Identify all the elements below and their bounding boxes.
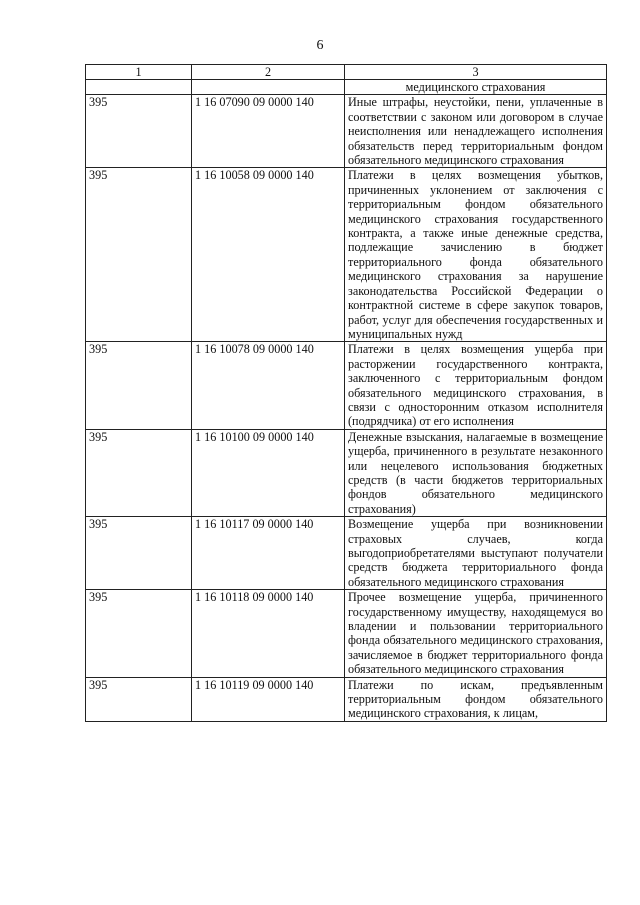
kbk-code: 1 16 07090 09 0000 140: [192, 95, 345, 168]
kbk-code: 1 16 10118 09 0000 140: [192, 590, 345, 677]
income-description: Платежи в целях возмещения ущерба при расторжении государственного контракта, заключенного с территориальным фондом обязательного медицинского страхования, в связи с односторонним отказом исполнителя (подрядчика) от его исполнения: [345, 342, 607, 429]
empty-cell: [192, 80, 345, 95]
admin-code: 395: [86, 677, 192, 721]
income-description: Платежи по искам, предъявленным территориальным фондом обязательного медицинского страхования, к лицам,: [345, 677, 607, 721]
column-header-3: 3: [345, 65, 607, 80]
admin-code: 395: [86, 342, 192, 429]
table-row: [86, 677, 607, 721]
column-header-1: 1: [86, 65, 192, 80]
revenue-codes-table: [85, 64, 607, 722]
kbk-code: 1 16 10058 09 0000 140: [192, 168, 345, 342]
table-row: [86, 168, 607, 342]
admin-code: 395: [86, 429, 192, 516]
income-description: Денежные взыскания, налагаемые в возмещение ущерба, причиненного в результате незаконного или нецелевого использования бюджетных средств (в части бюджетов территориальных фондов обязательного медицинского страхования): [345, 429, 607, 516]
income-description: Возмещение ущерба при возникновении страховых случаев, когда выгодоприобретателями выступают получатели средств бюджета территориального фонда обязательного медицинского страхования: [345, 517, 607, 590]
table-row: [86, 590, 607, 677]
continued-description: медицинского страхования: [345, 80, 607, 95]
income-description: Прочее возмещение ущерба, причиненного государственному имуществу, находящемуся во владении и пользовании территориального фонда обязательного медицинского страхования, зачисляемое в бюджет территориального фонда обязательного медицинского страхования: [345, 590, 607, 677]
admin-code: 395: [86, 590, 192, 677]
empty-cell: [86, 80, 192, 95]
table-row: [86, 429, 607, 516]
admin-code: 395: [86, 95, 192, 168]
admin-code: 395: [86, 168, 192, 342]
table-row: [86, 95, 607, 168]
table-row: [86, 342, 607, 429]
admin-code: 395: [86, 517, 192, 590]
income-description: Иные штрафы, неустойки, пени, уплаченные в соответствии с законом или договором в случае неисполнения или ненадлежащего исполнения обязательств перед территориальным фондом обязательного медицинского страхования: [345, 95, 607, 168]
table-header-row: [86, 65, 607, 80]
page-number: 6: [316, 38, 324, 53]
column-header-2: 2: [192, 65, 345, 80]
table-row: [86, 517, 607, 590]
kbk-code: 1 16 10119 09 0000 140: [192, 677, 345, 721]
kbk-code: 1 16 10078 09 0000 140: [192, 342, 345, 429]
kbk-code: 1 16 10100 09 0000 140: [192, 429, 345, 516]
income-description: Платежи в целях возмещения убытков, причиненных уклонением от заключения с территориальным фондом обязательного медицинского страхования государственного контракта, а также иные денежные средства, подлежащие зачислению в бюджет территориального фонда обязательного медицинского страхования за нарушение законодательства Российской Федерации о контрактной системе в сфере закупок товаров, работ, услуг для обеспечения государственных и муниципальных нужд: [345, 168, 607, 342]
kbk-code: 1 16 10117 09 0000 140: [192, 517, 345, 590]
table-row-continued: [86, 80, 607, 95]
